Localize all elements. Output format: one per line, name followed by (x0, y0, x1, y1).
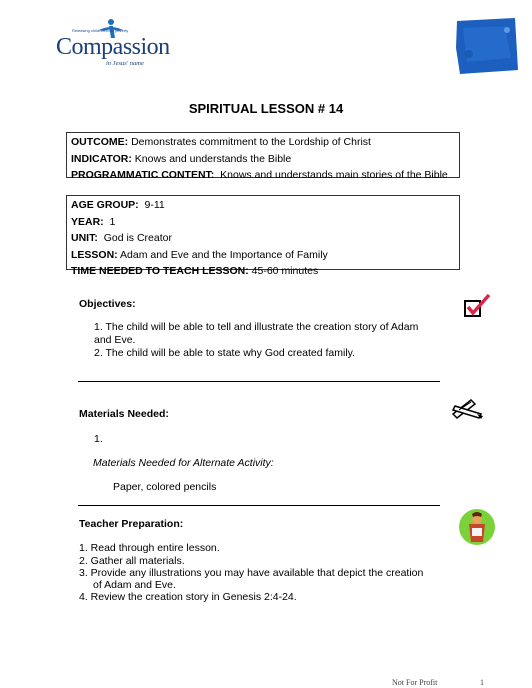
info-row: AGE GROUP: 9-11 (71, 199, 165, 211)
objective-item: 2. The child will be able to state why God created family. (94, 347, 356, 359)
page-number: 1 (480, 678, 484, 687)
lesson-info-box (66, 195, 460, 277)
materials-heading: Materials Needed: (79, 408, 169, 420)
teacher-prep-item: 3. Provide any illustrations you may have available that depict the creation (79, 567, 424, 579)
objective-item: 1. The child will be able to tell and illustrate the creation story of Adam (94, 321, 419, 333)
teacher-prep-heading: Teacher Preparation: (79, 518, 184, 530)
info-row: PROGRAMMATIC CONTENT: Knows and understands main stories of the Bible (71, 169, 448, 181)
checkbox-check-icon (463, 293, 491, 319)
compassion-logo (52, 20, 170, 74)
teacher-prep-item: 2. Gather all materials. (79, 555, 185, 567)
page-title: SPIRITUAL LESSON # 14 (188, 101, 344, 116)
divider (78, 505, 440, 506)
logo-subtitle: in Jesus' name (106, 60, 144, 67)
outcome-box (66, 132, 460, 181)
teacher-prep-item: 4. Review the creation story in Genesis 2:4-24. (79, 591, 297, 603)
objective-item: and Eve. (94, 334, 136, 346)
info-row: LESSON: Adam and Eve and the Importance of Family (71, 248, 328, 261)
materials-item: 1. (94, 433, 103, 445)
info-row: INDICATOR: Knows and understands the Bible (71, 152, 292, 165)
teacher-icon (458, 508, 496, 546)
logo-wordmark: Compassion (56, 34, 170, 60)
objectives-heading: Objectives: (79, 298, 136, 310)
alt-materials-heading: Materials Needed for Alternate Activity: (93, 457, 274, 469)
info-row: OUTCOME: Demonstrates commitment to the Lordship of Christ (71, 136, 371, 148)
teacher-prep-item: of Adam and Eve. (93, 579, 176, 591)
divider (78, 381, 440, 382)
info-row: TIME NEEDED TO TEACH LESSON: 45-60 minutes (71, 265, 319, 277)
info-row: YEAR: 1 (71, 215, 116, 228)
footer-text: Not For Profit (392, 678, 438, 687)
pencils-icon (451, 396, 485, 420)
teacher-prep-item: 1. Read through entire lesson. (79, 542, 220, 554)
alt-materials-item: Paper, colored pencils (113, 481, 217, 493)
logo-tagline: Releasing children from poverty (72, 28, 129, 33)
info-row: UNIT: God is Creator (71, 232, 172, 244)
blue-paint-square (455, 18, 518, 74)
